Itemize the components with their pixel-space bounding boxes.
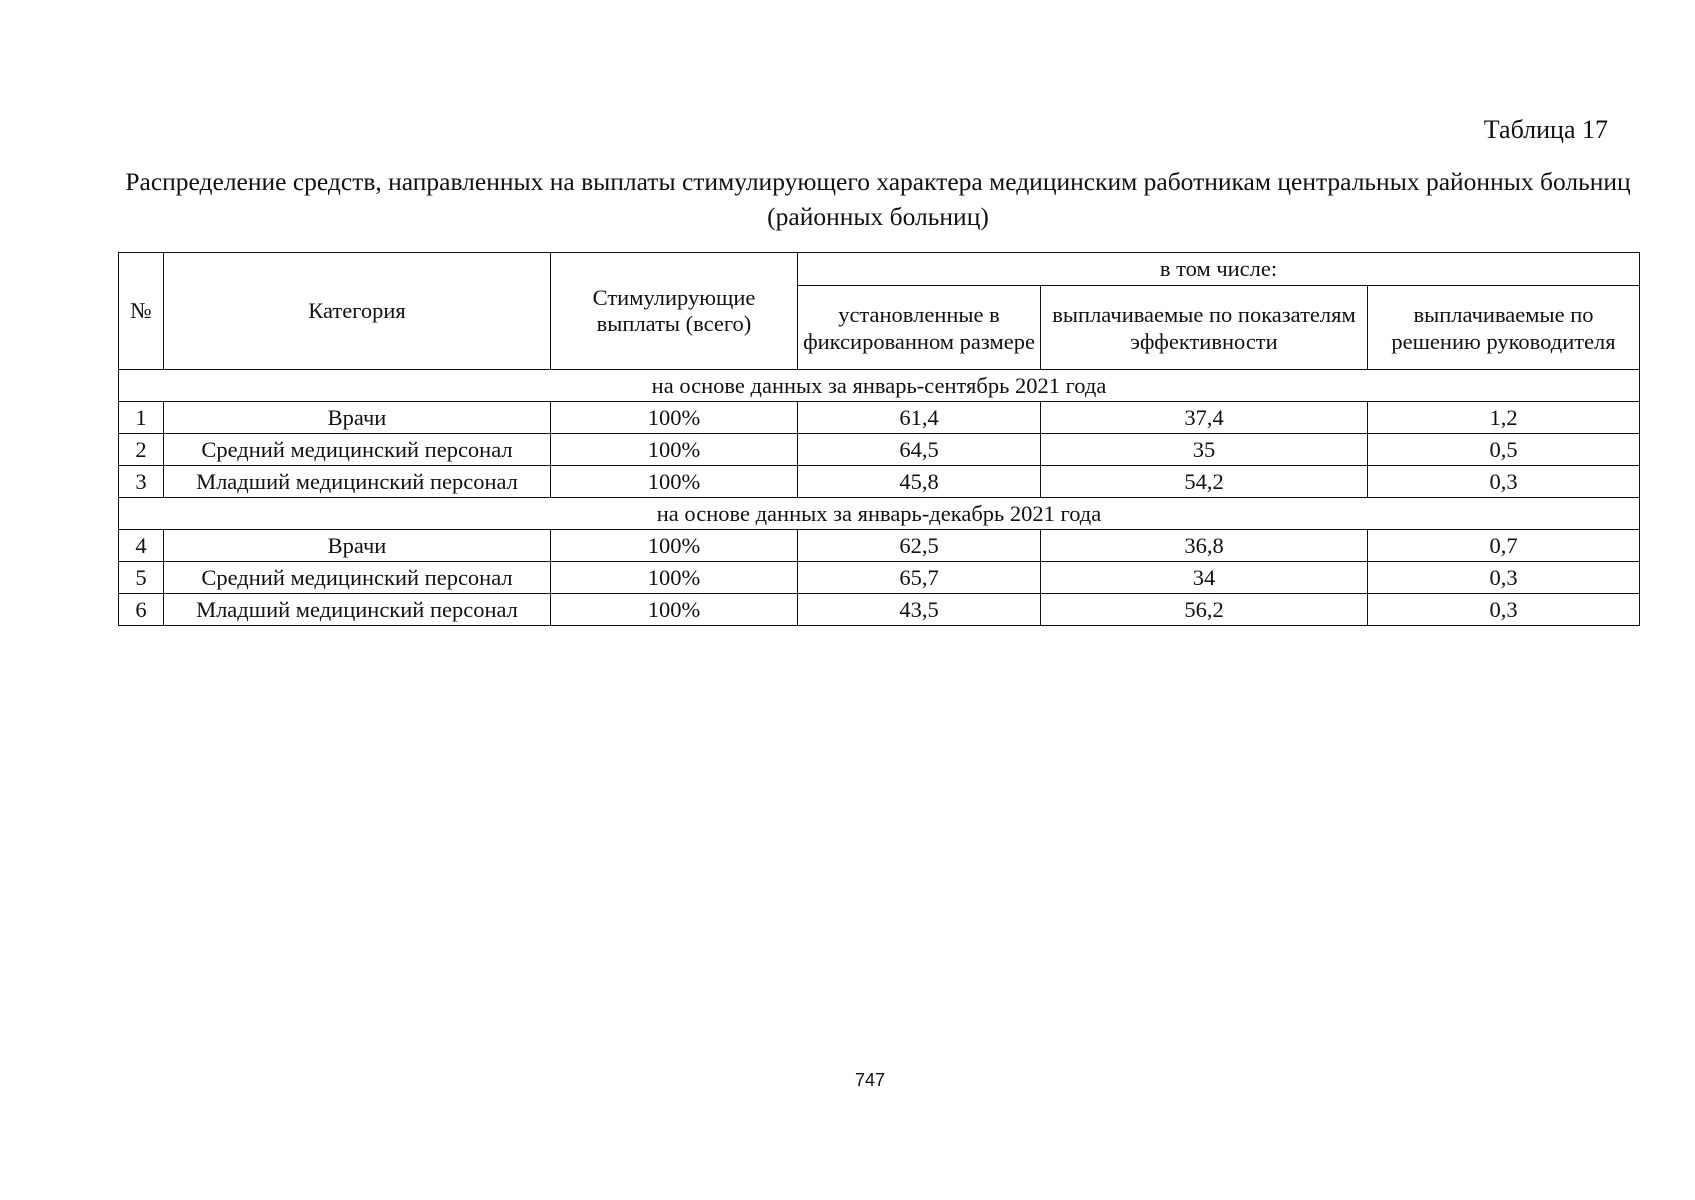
table-row [119, 562, 1640, 594]
row-efficiency: 35 [1041, 434, 1368, 466]
section-label: на основе данных за январь-декабрь 2021 года [119, 498, 1640, 530]
section-row [119, 498, 1640, 530]
row-number: 1 [119, 402, 164, 434]
row-category: Врачи [164, 530, 551, 562]
header-number: № [119, 253, 164, 370]
header-including: в том числе: [798, 253, 1640, 286]
row-total: 100% [551, 530, 798, 562]
row-head-decision: 0,7 [1368, 530, 1640, 562]
table-title: Распределение средств, направленных на выплаты стимулирующего характера медицинским работникам центральных районных больниц (районных больниц) [125, 167, 1631, 231]
header-head-decision: выплачиваемые по решению руководителя [1368, 286, 1640, 370]
row-head-decision: 0,3 [1368, 594, 1640, 626]
row-fixed: 65,7 [798, 562, 1041, 594]
row-efficiency: 56,2 [1041, 594, 1368, 626]
row-efficiency: 34 [1041, 562, 1368, 594]
data-table [118, 252, 1640, 626]
row-total: 100% [551, 594, 798, 626]
row-category: Врачи [164, 402, 551, 434]
table-row [119, 402, 1640, 434]
row-number: 5 [119, 562, 164, 594]
row-fixed: 43,5 [798, 594, 1041, 626]
row-total: 100% [551, 562, 798, 594]
row-category: Средний медицинский персонал [164, 434, 551, 466]
section-label: на основе данных за январь-сентябрь 2021 года [119, 370, 1640, 402]
row-number: 4 [119, 530, 164, 562]
table-row [119, 466, 1640, 498]
row-efficiency: 36,8 [1041, 530, 1368, 562]
row-total: 100% [551, 466, 798, 498]
row-number: 6 [119, 594, 164, 626]
row-head-decision: 0,3 [1368, 562, 1640, 594]
row-head-decision: 1,2 [1368, 402, 1640, 434]
header-category: Категория [164, 253, 551, 370]
row-fixed: 45,8 [798, 466, 1041, 498]
row-fixed: 62,5 [798, 530, 1041, 562]
row-category: Младший медицинский персонал [164, 466, 551, 498]
row-total: 100% [551, 434, 798, 466]
table-row [119, 530, 1640, 562]
row-head-decision: 0,3 [1368, 466, 1640, 498]
row-total: 100% [551, 402, 798, 434]
page-number: 747 [854, 1070, 886, 1090]
header-fixed: установленные в фиксированном размере [798, 286, 1041, 370]
row-number: 3 [119, 466, 164, 498]
row-head-decision: 0,5 [1368, 434, 1640, 466]
header-row [119, 253, 1640, 286]
table-row [119, 594, 1640, 626]
row-category: Младший медицинский персонал [164, 594, 551, 626]
row-category: Средний медицинский персонал [164, 562, 551, 594]
row-efficiency: 54,2 [1041, 466, 1368, 498]
row-number: 2 [119, 434, 164, 466]
row-efficiency: 37,4 [1041, 402, 1368, 434]
row-fixed: 61,4 [798, 402, 1041, 434]
header-efficiency: выплачиваемые по показателям эффективности [1041, 286, 1368, 370]
table-row [119, 434, 1640, 466]
header-total: Стимулирующие выплаты (всего) [551, 253, 798, 370]
table-number: Таблица 17 [1483, 115, 1608, 144]
section-row [119, 370, 1640, 402]
row-fixed: 64,5 [798, 434, 1041, 466]
